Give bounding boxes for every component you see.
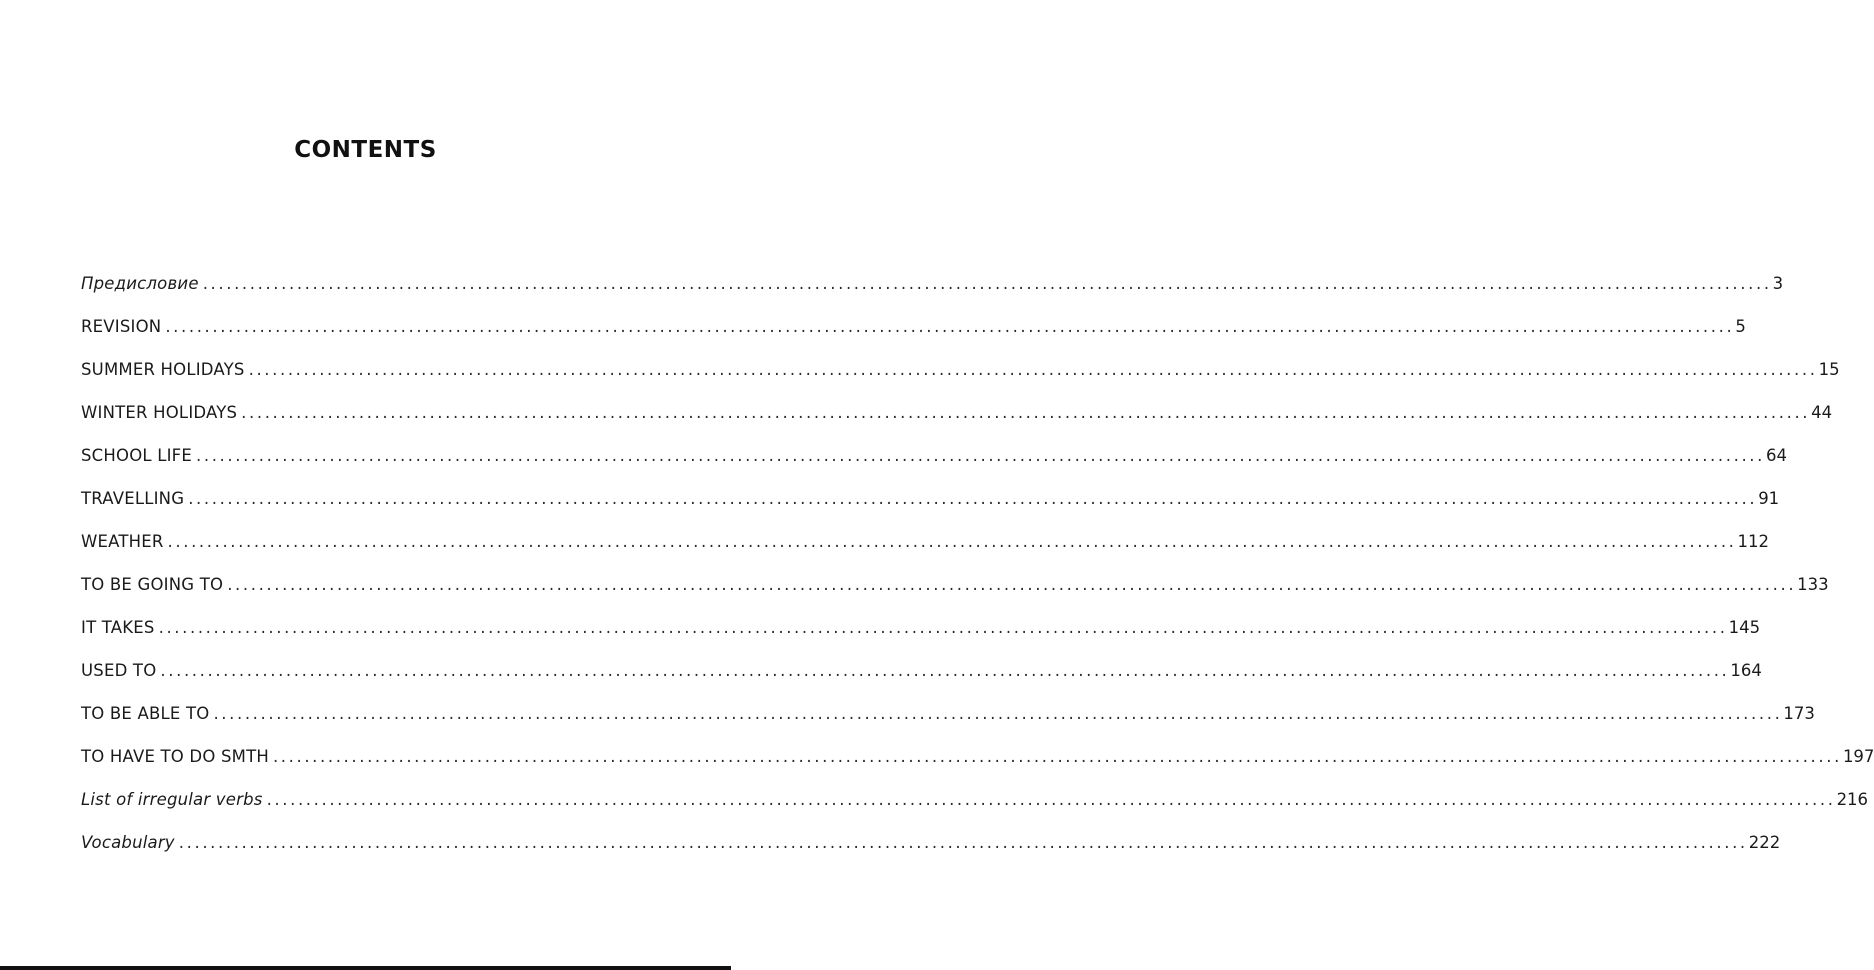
toc-entry-page-number: 133: [1797, 575, 1829, 594]
toc-entry-title: SUMMER HOLIDAYS: [81, 360, 245, 379]
toc-entry-page-number: 5: [1735, 317, 1746, 336]
toc-entry-title: Vocabulary: [81, 833, 175, 852]
toc-dot-leader: ........................................................................................................................................................................................................: [160, 661, 1730, 680]
table-of-contents: [81, 270, 1874, 872]
toc-entry-title: TO BE GOING TO: [81, 575, 224, 594]
toc-dot-leader: ........................................................................................................................................................................................................: [158, 618, 1728, 637]
toc-entry-title: TRAVELLING: [81, 489, 185, 508]
toc-dot-leader: ........................................................................................................................................................................................................: [248, 360, 1818, 379]
toc-entry: [81, 270, 1784, 313]
toc-dot-leader: ........................................................................................................................................................................................................: [202, 274, 1772, 293]
toc-entry: [81, 485, 1780, 528]
toc-entry-title: TO BE ABLE TO: [81, 704, 210, 723]
toc-entry-title: WINTER HOLIDAYS: [81, 403, 238, 422]
toc-entry-title: REVISION: [81, 317, 162, 336]
toc-entry-title: IT TAKES: [81, 618, 155, 637]
toc-entry: [81, 356, 1840, 399]
toc-entry-page-number: 44: [1811, 403, 1833, 422]
toc-entry: [81, 614, 1761, 657]
toc-entry-title: USED TO: [81, 661, 157, 680]
toc-entry: [81, 313, 1746, 356]
toc-entry: [81, 657, 1762, 700]
toc-dot-leader: ........................................................................................................................................................................................................: [165, 317, 1735, 336]
page-title: CONTENTS: [294, 137, 437, 164]
toc-entry: [81, 528, 1770, 571]
toc-entry-page-number: 3: [1772, 274, 1784, 293]
toc-entry-title: List of irregular verbs: [81, 790, 263, 809]
toc-entry: [81, 700, 1815, 743]
toc-entry-page-number: 222: [1748, 833, 1781, 852]
toc-dot-leader: ........................................................................................................................................................................................................: [266, 790, 1836, 809]
toc-entry: [81, 743, 1874, 786]
toc-dot-leader: ........................................................................................................................................................................................................: [272, 747, 1842, 766]
toc-entry-page-number: 216: [1836, 790, 1869, 809]
toc-dot-leader: ........................................................................................................................................................................................................: [213, 704, 1783, 723]
toc-dot-leader: ........................................................................................................................................................................................................: [227, 575, 1797, 594]
toc-entry-title: Предисловие: [81, 274, 199, 293]
toc-dot-leader: ........................................................................................................................................................................................................: [196, 446, 1765, 465]
toc-entry-title: SCHOOL LIFE: [81, 446, 192, 465]
toc-entry-title: WEATHER: [81, 532, 164, 551]
toc-entry-page-number: 112: [1737, 532, 1770, 551]
toc-entry: [81, 829, 1781, 872]
toc-dot-leader: ........................................................................................................................................................................................................: [178, 833, 1748, 852]
toc-entry-page-number: 164: [1730, 661, 1762, 680]
toc-entry-page-number: 91: [1758, 489, 1780, 508]
toc-entry-page-number: 145: [1728, 618, 1761, 637]
toc-entry: [81, 786, 1869, 829]
toc-dot-leader: ........................................................................................................................................................................................................: [188, 489, 1758, 508]
toc-entry: [81, 399, 1833, 442]
toc-entry-page-number: 15: [1818, 360, 1840, 379]
toc-entry-page-number: 173: [1783, 704, 1815, 723]
toc-entry: [81, 442, 1787, 485]
bottom-rule: [0, 966, 731, 970]
toc-dot-leader: ........................................................................................................................................................................................................: [241, 403, 1811, 422]
toc-dot-leader: ........................................................................................................................................................................................................: [167, 532, 1737, 551]
toc-entry-page-number: 197: [1842, 747, 1874, 766]
toc-entry: [81, 571, 1829, 614]
toc-entry-page-number: 64: [1765, 446, 1787, 465]
toc-entry-title: TO HAVE TO DO SMTH: [81, 747, 269, 766]
